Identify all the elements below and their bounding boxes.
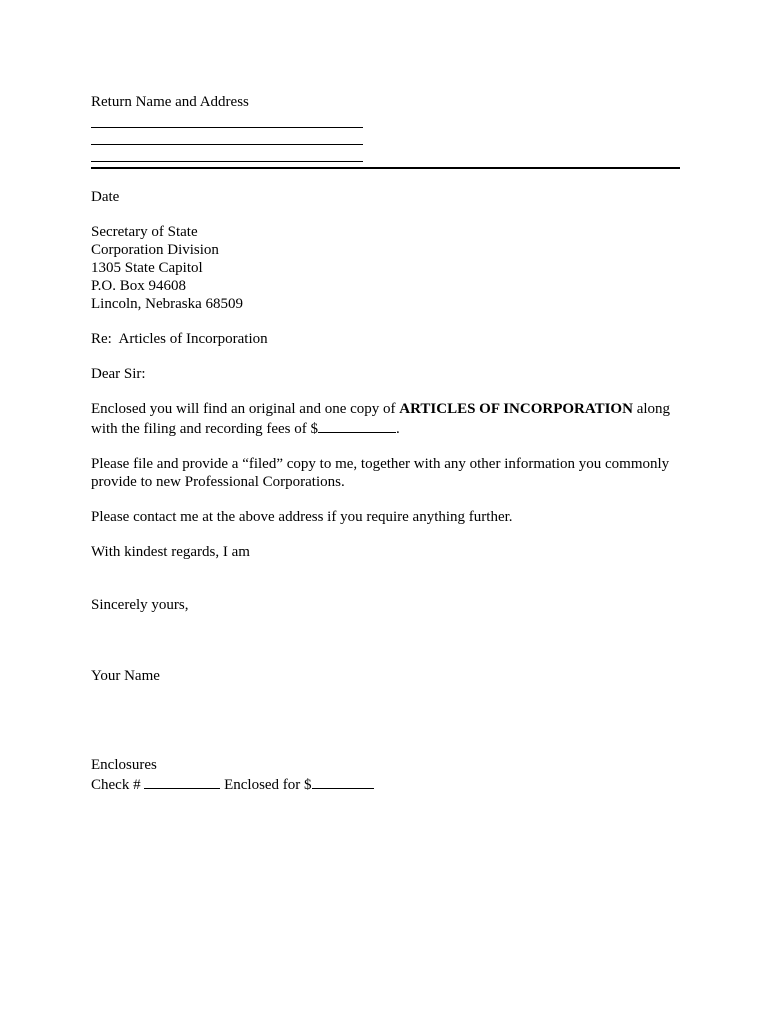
recipient-line-1: Secretary of State [91,224,198,240]
p1-text-end: along [632,401,671,417]
letter-page [91,93,681,794]
enclosures-label: Enclosures [91,757,157,773]
return-address-line-1[interactable] [91,111,363,128]
date-label: Date [91,189,120,205]
check-label: Check # [91,777,145,793]
recipient-address [91,223,681,313]
paragraph-3: Please contact me at the above address if you require anything further. [91,509,513,525]
closing: Sincerely yours, [91,597,189,613]
signature-name: Your Name [91,668,160,684]
p1-line2-end: . [396,421,400,437]
recipient-line-2: Corporation Division [91,242,219,258]
recipient-line-4: P.O. Box 94608 [91,278,187,294]
recipient-line-3: 1305 State Capitol [91,260,203,276]
p1-line2-text: with the filing and recording fees of $ [91,421,319,437]
p2-line-2: provide to new Professional Corporations. [91,474,345,490]
fees-amount-blank[interactable] [318,418,396,433]
re-line: Re: Articles of Incorporation [91,331,268,347]
paragraph-4: With kindest regards, I am [91,544,250,560]
check-line [91,774,681,794]
p2-line-1: Please file and provide a “filed” copy to me, together with any other information you commonly [91,456,670,472]
enclosed-for-label: Enclosed for $ [220,777,312,793]
paragraph-2 [91,455,681,491]
return-name-address-label: Return Name and Address [91,94,249,110]
paragraph-1 [91,400,681,438]
check-number-blank[interactable] [144,774,220,789]
return-address-line-2[interactable] [91,128,363,145]
return-address-line-3[interactable] [91,145,363,162]
salutation: Dear Sir: [91,366,146,382]
enclosed-amount-blank[interactable] [312,774,374,789]
recipient-line-5: Lincoln, Nebraska 68509 [91,296,244,312]
p1-text-start: Enclosed you will find an original and one copy of [91,401,400,417]
p1-bold-title: ARTICLES OF INCORPORATION [399,401,633,417]
